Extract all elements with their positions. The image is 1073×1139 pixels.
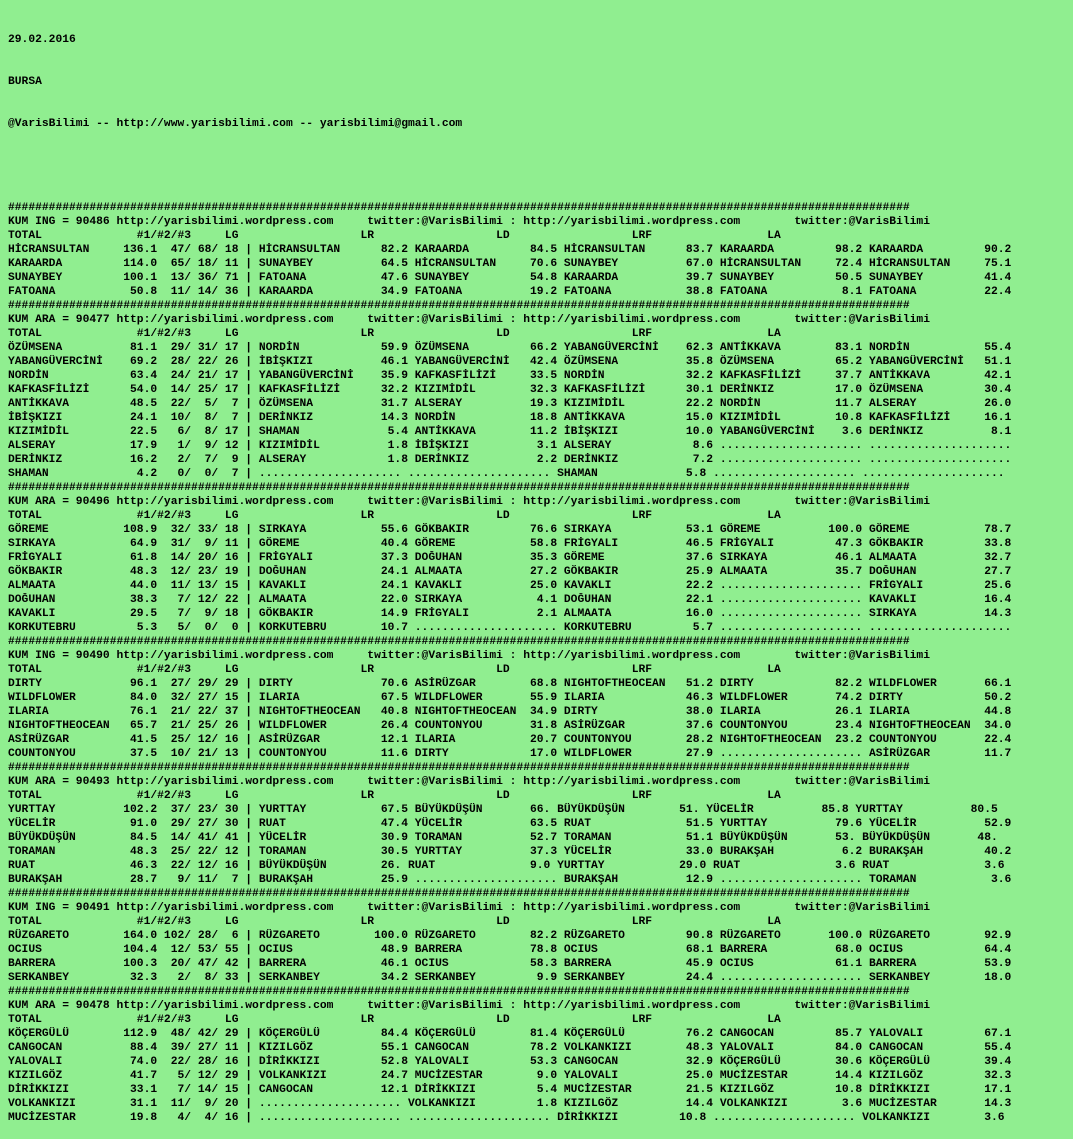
table-row: KORKUTEBRU 5.3 5/ 0/ 0 | KORKUTEBRU 10.7 ..................... KORKUTEBRU 5.7 ..................... ..................... xyxy=(8,622,1012,634)
table-row: KÖÇERGÜLÜ 112.9 48/ 42/ 29 | KÖÇERGÜLÜ 84.4 KÖÇERGÜLÜ 81.4 KÖÇERGÜLÜ 76.2 CANGOCAN 85.7 YALOVALI 67.1 xyxy=(8,1028,1012,1040)
race-title: KUM ARA = 90493 http://yarisbilimi.wordpress.com twitter:@VarisBilimi : http://yarisbilimi.wordpress.com twitter:@VarisBilimi xyxy=(8,776,930,788)
table-row: ÖZÜMSENA 81.1 29/ 31/ 17 | NORDİN 59.9 ÖZÜMSENA 66.2 YABANGÜVERCİNİ 62.3 ANTİKKAVA 83.1 NORDİN 55.4 xyxy=(8,342,1012,354)
column-header: TOTAL #1/#2/#3 LG LR LD LRF LA xyxy=(8,916,781,928)
table-row: OCIUS 104.4 12/ 53/ 55 | OCIUS 48.9 BARRERA 78.8 OCIUS 68.1 BARRERA 68.0 OCIUS 64.4 xyxy=(8,944,1012,956)
table-row: RÜZGARETO 164.0 102/ 28/ 6 | RÜZGARETO 100.0 RÜZGARETO 82.2 RÜZGARETO 90.8 RÜZGARETO 100.0 RÜZGARETO 92.9 xyxy=(8,930,1012,942)
race-block xyxy=(8,481,1073,635)
report-city: BURSA xyxy=(8,76,42,88)
table-row: DOĞUHAN 38.3 7/ 12/ 22 | ALMAATA 22.0 SIRKAYA 4.1 DOĞUHAN 22.1 ..................... KAVAKLI 16.4 xyxy=(8,594,1012,606)
table-row: KAFKASFİLİZİ 54.0 14/ 25/ 17 | KAFKASFİLİZİ 32.2 KIZIMİDİL 32.3 KAFKASFİLİZİ 30.1 DERİNKIZ 17.0 ÖZÜMSENA 30.4 xyxy=(8,384,1012,396)
table-row: COUNTONYOU 37.5 10/ 21/ 13 | COUNTONYOU 11.6 DIRTY 17.0 WILDFLOWER 27.9 ..................... ASİRÜZGAR 11.7 xyxy=(8,748,1012,760)
report-date: 29.02.2016 xyxy=(8,34,76,46)
column-header: TOTAL #1/#2/#3 LG LR LD LRF LA xyxy=(8,790,781,802)
race-block xyxy=(8,635,1073,761)
table-row: CANGOCAN 88.4 39/ 27/ 11 | KIZILGÖZ 55.1 CANGOCAN 78.2 VOLKANKIZI 48.3 YALOVALI 84.0 CANGOCAN 55.4 xyxy=(8,1042,1012,1054)
column-header: TOTAL #1/#2/#3 LG LR LD LRF LA xyxy=(8,1014,781,1026)
table-row: SUNAYBEY 100.1 13/ 36/ 71 | FATOANA 47.6 SUNAYBEY 54.8 KARAARDA 39.7 SUNAYBEY 50.5 SUNAYBEY 41.4 xyxy=(8,272,1012,284)
separator-line: ##################################################################################################################################### xyxy=(8,482,910,494)
race-block xyxy=(8,985,1073,1125)
column-header: TOTAL #1/#2/#3 LG LR LD LRF LA xyxy=(8,328,781,340)
table-row: HİCRANSULTAN 136.1 47/ 68/ 18 | HİCRANSULTAN 82.2 KARAARDA 84.5 HİCRANSULTAN 83.7 KARAARDA 98.2 KARAARDA 90.2 xyxy=(8,244,1012,256)
table-row: NIGHTOFTHEOCEAN 65.7 21/ 25/ 26 | WILDFLOWER 26.4 COUNTONYOU 31.8 ASİRÜZGAR 37.6 COUNTONYOU 23.4 NIGHTOFTHEOCEAN 34.0 xyxy=(8,720,1012,732)
race-block xyxy=(8,201,1073,299)
race-title: KUM ING = 90486 http://yarisbilimi.wordpress.com twitter:@VarisBilimi : http://yarisbilimi.wordpress.com twitter:@VarisBilimi xyxy=(8,216,930,228)
table-row: NORDİN 63.4 24/ 21/ 17 | YABANGÜVERCİNİ 35.9 KAFKASFİLİZİ 33.5 NORDİN 32.2 KAFKASFİLİZİ 37.7 ANTİKKAVA 42.1 xyxy=(8,370,1012,382)
table-row: YALOVALI 74.0 22/ 28/ 16 | DİRİKKIZI 52.8 YALOVALI 53.3 CANGOCAN 32.9 KÖÇERGÜLÜ 30.6 KÖÇERGÜLÜ 39.4 xyxy=(8,1056,1012,1068)
table-row: KIZILGÖZ 41.7 5/ 12/ 29 | VOLKANKIZI 24.7 MUCİZESTAR 9.0 YALOVALI 25.0 MUCİZESTAR 14.4 KIZILGÖZ 32.3 xyxy=(8,1070,1012,1082)
separator-line: ##################################################################################################################################### xyxy=(8,300,910,312)
table-row: İBİŞKIZI 24.1 10/ 8/ 7 | DERİNKIZ 14.3 NORDİN 18.8 ANTİKKAVA 15.0 KIZIMİDİL 10.8 KAFKASFİLİZİ 16.1 xyxy=(8,412,1012,424)
column-header: TOTAL #1/#2/#3 LG LR LD LRF LA xyxy=(8,510,781,522)
column-header: TOTAL #1/#2/#3 LG LR LD LRF LA xyxy=(8,230,781,242)
table-row: BÜYÜKDÜŞÜN 84.5 14/ 41/ 41 | YÜCELİR 30.9 TORAMAN 52.7 TORAMAN 51.1 BÜYÜKDÜŞÜN 53. BÜYÜKDÜŞÜN 48. xyxy=(8,832,998,844)
table-row: WILDFLOWER 84.0 32/ 27/ 15 | ILARIA 67.5 WILDFLOWER 55.9 ILARIA 46.3 WILDFLOWER 74.2 DIRTY 50.2 xyxy=(8,692,1012,704)
race-list xyxy=(8,201,1073,1125)
table-row: SIRKAYA 64.9 31/ 9/ 11 | GÖREME 40.4 GÖREME 58.8 FRİGYALI 46.5 FRİGYALI 47.3 GÖKBAKIR 33.8 xyxy=(8,538,1012,550)
separator-line: ##################################################################################################################################### xyxy=(8,888,910,900)
table-row: FATOANA 50.8 11/ 14/ 36 | KARAARDA 34.9 FATOANA 19.2 FATOANA 38.8 FATOANA 8.1 FATOANA 22.4 xyxy=(8,286,1012,298)
table-row: KARAARDA 114.0 65/ 18/ 11 | SUNAYBEY 64.5 HİCRANSULTAN 70.6 SUNAYBEY 67.0 HİCRANSULTAN 72.4 HİCRANSULTAN 75.1 xyxy=(8,258,1012,270)
race-block xyxy=(8,761,1073,887)
column-header: TOTAL #1/#2/#3 LG LR LD LRF LA xyxy=(8,664,781,676)
separator-line: ##################################################################################################################################### xyxy=(8,762,910,774)
table-row: BARRERA 100.3 20/ 47/ 42 | BARRERA 46.1 OCIUS 58.3 BARRERA 45.9 OCIUS 61.1 BARRERA 53.9 xyxy=(8,958,1012,970)
table-row: DİRİKKIZI 33.1 7/ 14/ 15 | CANGOCAN 12.1 DİRİKKIZI 5.4 MUCİZESTAR 21.5 KIZILGÖZ 10.8 DİRİKKIZI 17.1 xyxy=(8,1084,1012,1096)
table-row: YURTTAY 102.2 37/ 23/ 30 | YURTTAY 67.5 BÜYÜKDÜŞÜN 66. BÜYÜKDÜŞÜN 51. YÜCELİR 85.8 YURTTAY 80.5 xyxy=(8,804,998,816)
table-row: SERKANBEY 32.3 2/ 8/ 33 | SERKANBEY 34.2 SERKANBEY 9.9 SERKANBEY 24.4 ..................... SERKANBEY 18.0 xyxy=(8,972,1012,984)
table-row: YÜCELİR 91.0 29/ 27/ 30 | RUAT 47.4 YÜCELİR 63.5 RUAT 51.5 YURTTAY 79.6 YÜCELİR 52.9 xyxy=(8,818,1012,830)
table-row: SHAMAN 4.2 0/ 0/ 7 | ..................... ..................... SHAMAN 5.8 ..................... ..................... xyxy=(8,468,1005,480)
table-row: MUCİZESTAR 19.8 4/ 4/ 16 | ..................... ..................... DİRİKKIZI 10.8 ..................... VOLKANKIZI 3.6 xyxy=(8,1112,1005,1124)
race-title: KUM ING = 90490 http://yarisbilimi.wordpress.com twitter:@VarisBilimi : http://yarisbilimi.wordpress.com twitter:@VarisBilimi xyxy=(8,650,930,662)
separator-line: ##################################################################################################################################### xyxy=(8,986,910,998)
table-row: FRİGYALI 61.8 14/ 20/ 16 | FRİGYALI 37.3 DOĞUHAN 35.3 GÖREME 37.6 SIRKAYA 46.1 ALMAATA 32.7 xyxy=(8,552,1012,564)
table-row: DERİNKIZ 16.2 2/ 7/ 9 | ALSERAY 1.8 DERİNKIZ 2.2 DERİNKIZ 7.2 ..................... ..................... xyxy=(8,454,1012,466)
blank-line xyxy=(8,159,1073,173)
race-title: KUM ARA = 90496 http://yarisbilimi.wordpress.com twitter:@VarisBilimi : http://yarisbilimi.wordpress.com twitter:@VarisBilimi xyxy=(8,496,930,508)
race-title: KUM ARA = 90477 http://yarisbilimi.wordpress.com twitter:@VarisBilimi : http://yarisbilimi.wordpress.com twitter:@VarisBilimi xyxy=(8,314,930,326)
table-row: YABANGÜVERCİNİ 69.2 28/ 22/ 26 | İBİŞKIZI 46.1 YABANGÜVERCİNİ 42.4 ÖZÜMSENA 35.8 ÖZÜMSENA 65.2 YABANGÜVERCİNİ 51.1 xyxy=(8,356,1012,368)
separator-line: ##################################################################################################################################### xyxy=(8,202,910,214)
report-contact: @VarisBilimi -- http://www.yarisbilimi.com -- yarisbilimi@gmail.com xyxy=(8,118,463,130)
table-row: ANTİKKAVA 48.5 22/ 5/ 7 | ÖZÜMSENA 31.7 ALSERAY 19.3 KIZIMİDİL 22.2 NORDİN 11.7 ALSERAY 26.0 xyxy=(8,398,1012,410)
race-block xyxy=(8,887,1073,985)
table-row: ASİRÜZGAR 41.5 25/ 12/ 16 | ASİRÜZGAR 12.1 ILARIA 20.7 COUNTONYOU 28.2 NIGHTOFTHEOCEAN 23.2 COUNTONYOU 22.4 xyxy=(8,734,1012,746)
table-row: KIZIMİDİL 22.5 6/ 8/ 17 | SHAMAN 5.4 ANTİKKAVA 11.2 İBİŞKIZI 10.0 YABANGÜVERCİNİ 3.6 DERİNKIZ 8.1 xyxy=(8,426,1012,438)
table-row: GÖKBAKIR 48.3 12/ 23/ 19 | DOĞUHAN 24.1 ALMAATA 27.2 GÖKBAKIR 25.9 ALMAATA 35.7 DOĞUHAN 27.7 xyxy=(8,566,1012,578)
race-title: KUM ARA = 90478 http://yarisbilimi.wordpress.com twitter:@VarisBilimi : http://yarisbilimi.wordpress.com twitter:@VarisBilimi xyxy=(8,1000,930,1012)
race-block xyxy=(8,299,1073,481)
table-row: TORAMAN 48.3 25/ 22/ 12 | TORAMAN 30.5 YURTTAY 37.3 YÜCELİR 33.0 BURAKŞAH 6.2 BURAKŞAH 40.2 xyxy=(8,846,1012,858)
table-row: ALMAATA 44.0 11/ 13/ 15 | KAVAKLI 24.1 KAVAKLI 25.0 KAVAKLI 22.2 ..................... FRİGYALI 25.6 xyxy=(8,580,1012,592)
separator-line: ##################################################################################################################################### xyxy=(8,636,910,648)
table-row: RUAT 46.3 22/ 12/ 16 | BÜYÜKDÜŞÜN 26. RUAT 9.0 YURTTAY 29.0 RUAT 3.6 RUAT 3.6 xyxy=(8,860,1005,872)
table-row: BURAKŞAH 28.7 9/ 11/ 7 | BURAKŞAH 25.9 ..................... BURAKŞAH 12.9 ..................... TORAMAN 3.6 xyxy=(8,874,1012,886)
table-row: DIRTY 96.1 27/ 29/ 29 | DIRTY 70.6 ASİRÜZGAR 68.8 NIGHTOFTHEOCEAN 51.2 DIRTY 82.2 WILDFLOWER 66.1 xyxy=(8,678,1012,690)
table-row: KAVAKLI 29.5 7/ 9/ 18 | GÖKBAKIR 14.9 FRİGYALI 2.1 ALMAATA 16.0 ..................... SIRKAYA 14.3 xyxy=(8,608,1012,620)
table-row: ILARIA 76.1 21/ 22/ 37 | NIGHTOFTHEOCEAN 40.8 NIGHTOFTHEOCEAN 34.9 DIRTY 38.0 ILARIA 26.1 ILARIA 44.8 xyxy=(8,706,1012,718)
table-row: GÖREME 108.9 32/ 33/ 18 | SIRKAYA 55.6 GÖKBAKIR 76.6 SIRKAYA 53.1 GÖREME 100.0 GÖREME 78.7 xyxy=(8,524,1012,536)
table-row: ALSERAY 17.9 1/ 9/ 12 | KIZIMİDİL 1.8 İBİŞKIZI 3.1 ALSERAY 8.6 ..................... ..................... xyxy=(8,440,1012,452)
table-row: VOLKANKIZI 31.1 11/ 9/ 20 | ..................... VOLKANKIZI 1.8 KIZILGÖZ 14.4 VOLKANKIZI 3.6 MUCİZESTAR 14.3 xyxy=(8,1098,1012,1110)
race-title: KUM ING = 90491 http://yarisbilimi.wordpress.com twitter:@VarisBilimi : http://yarisbilimi.wordpress.com twitter:@VarisBilimi xyxy=(8,902,930,914)
